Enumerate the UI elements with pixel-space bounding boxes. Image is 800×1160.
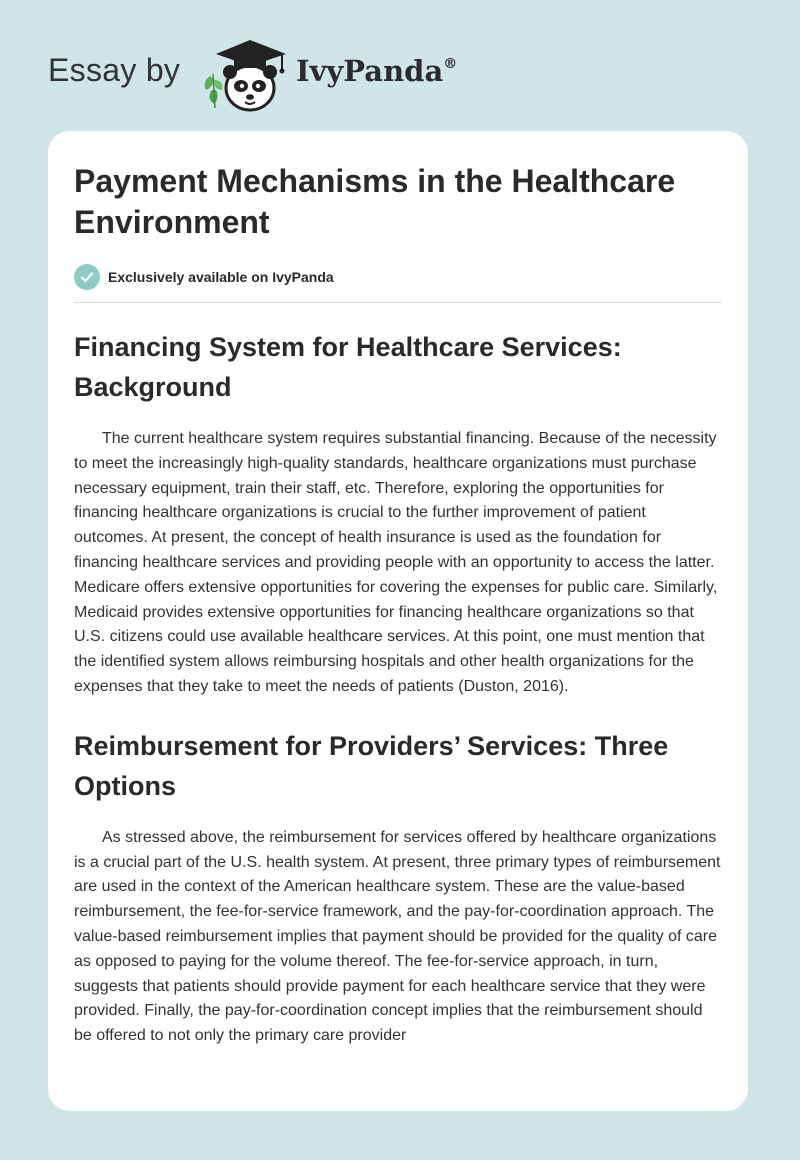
section-heading: Reimbursement for Providers’ Services: Three Options: [74, 730, 669, 801]
registered-mark: ®: [443, 56, 458, 72]
check-icon: [74, 264, 100, 290]
page-title: Payment Mechanisms in the Healthcare Environment: [74, 163, 676, 240]
brand-name: IvyPanda: [296, 54, 444, 88]
essay-by-label: Essay by: [48, 52, 181, 88]
exclusive-badge-text: Exclusively available on IvyPanda: [108, 269, 334, 285]
brand-logo-text[interactable]: [296, 54, 457, 88]
divider: [74, 302, 722, 303]
essay-card: [48, 131, 748, 1111]
section-paragraph: As stressed above, the reimbursement for services offered by healthcare organizations is a crucial part of the U.S. health system. At present, three primary types of reimbursement are used in the context of the American healthcare system. These are the value-based reimbursement, the fee-for-service framework, and the pay-for-coordination approach. The value-based reimbursement implies that payment should be provided for the quality of care as opposed to paying for the volume thereof. The fee-for-service approach, in turn, suggests that patients should provide payment for each healthcare service that they were provided. Finally, the pay-for-coordination concept implies that the reimbursement should be offered to not only the primary care provider: [74, 828, 721, 1045]
panda-graduate-icon[interactable]: [198, 34, 290, 114]
section-heading: Financing System for Healthcare Services: Background: [74, 332, 622, 402]
site-header: [48, 34, 748, 114]
section-paragraph: The current healthcare system requires substantial financing. Because of the necessity to meet the increasingly high-quality standards, healthcare organizations must purchase necessary equipment, train their staff, etc. Therefore, exploring the opportunities for financing healthcare organizations is crucial to the further improvement of patient outcomes. At present, the concept of health insurance is used as the foundation for financing healthcare services and providing people with an opportunity to access the latter. Medicare offers extensive opportunities for covering the expenses for public care. Similarly, Medicaid provides extensive opportunities for financing healthcare organizations so that U.S. citizens could use available healthcare services. At this point, one must mention that the identified system allows reimbursing hospitals and other health organizations for the expenses that they take to meet the needs of patients (Duston, 2016).: [74, 430, 718, 695]
exclusive-badge: [74, 263, 722, 291]
